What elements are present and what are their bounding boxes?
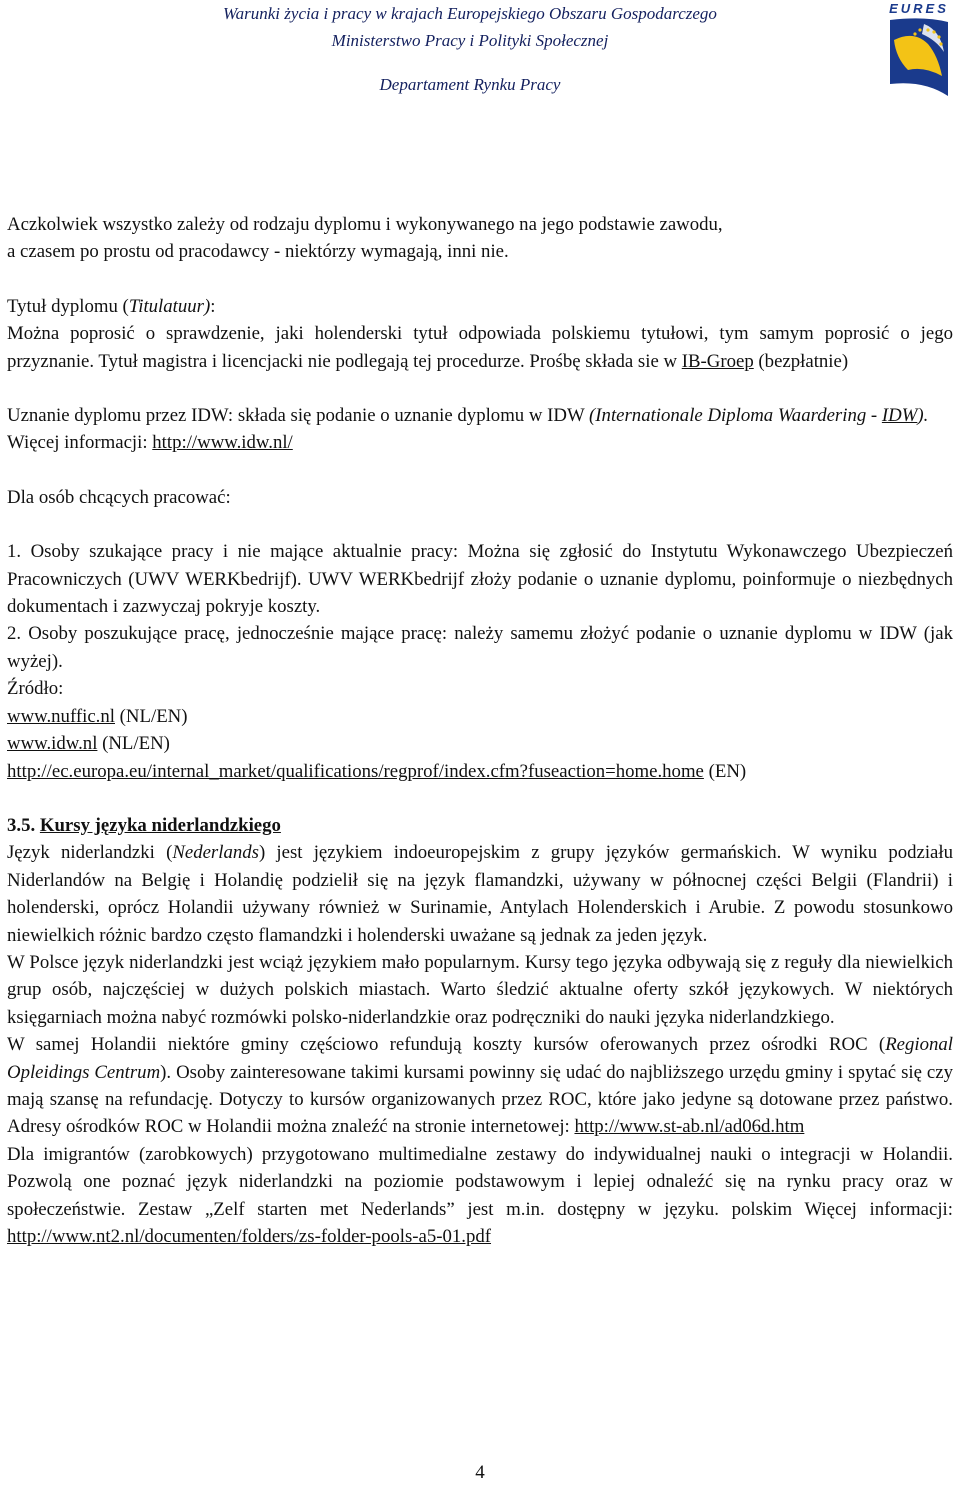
working-heading: Dla osób chcących pracować: <box>7 486 231 508</box>
ec-europa-link[interactable]: http://ec.europa.eu/internal_market/qualifications/regprof/index.cfm?fuseaction=home.home <box>7 760 704 782</box>
section-paragraph-1 <box>7 839 953 949</box>
nuffic-link[interactable]: www.nuffic.nl <box>7 705 115 727</box>
section-p1-italic: Nederlands <box>172 842 259 864</box>
section-paragraph-3 <box>7 1031 953 1141</box>
diploma-title-label: Tytuł dyplomu ( <box>7 295 129 317</box>
section-p3-start: W samej Holandii niektóre gminy częściowo refundują koszty kursów oferowanych przez ośrodki ROC ( <box>7 1034 886 1056</box>
header-department-line: Departament Rynku Pracy <box>379 75 561 94</box>
document-body <box>7 211 953 1250</box>
paragraph-diploma-title <box>7 293 953 320</box>
working-item-2: 2. Osoby poszukujące pracę, jednocześnie mające pracę: należy samemu złożyć podanie o uznanie dyplomu w IDW (jak wyżej). <box>7 623 953 672</box>
idw-italic-end: ). <box>917 405 929 427</box>
idw-url-link[interactable]: http://www.idw.nl/ <box>152 432 293 454</box>
section-p1-rest: ) jest językiem indoeuropejskim z grupy języków germańskich. W wyniku podziału Niderlandów na Belgię i Holandię podzielił się na język flamandzki, używany w północnej części Belgii (Flandrii) i holenderski, oprócz Holandii używany również w Surinamie, Antylach Holenderskich i Arubie. Z powodu stosunkowo niewielkich różnic bardzo często flamandzki i holenderski uważane są jednak za jeden język. <box>7 842 953 946</box>
idw-source-link[interactable]: www.idw.nl <box>7 733 98 755</box>
idw-text: Uznanie dyplomu przez IDW: składa się podanie o uznanie dyplomu w IDW <box>7 405 590 427</box>
ib-groep-link[interactable]: IB-Groep <box>681 350 754 372</box>
source-item-1 <box>7 703 953 730</box>
source-1-lang: (NL/EN) <box>114 705 188 727</box>
source-label: Źródło: <box>7 678 64 700</box>
source-item-3 <box>7 758 953 785</box>
svg-text:EURES: EURES <box>889 1 949 16</box>
nt2-link[interactable]: http://www.nt2.nl/documenten/folders/zs-folder-pools-a5-01.pdf <box>7 1226 492 1247</box>
paragraph-intro <box>7 211 953 266</box>
section-paragraph-4 <box>7 1141 953 1251</box>
paragraph-idw <box>7 402 953 457</box>
source-item-2 <box>7 730 953 757</box>
intro-line-2: a czasem po prostu od pracodawcy - niektórzy wymagają, inni nie. <box>7 241 509 263</box>
diploma-body-tail: (bezpłatnie) <box>753 350 849 372</box>
diploma-title-italic: Titulatuur) <box>128 295 211 317</box>
idw-italic: (Internationale Diploma Waardering - <box>589 405 882 427</box>
section-heading <box>7 812 953 839</box>
section-p4-text: Dla imigrantów (zarobkowych) przygotowano multimedialne zestawy do indywidualnej nauki o integracji w Holandii. Pozwolą one poznać język niderlandzki na poziomie podstawowym i lepiej odnaleźć się na rynku pracy oraz w społeczeństwie. Zestaw „Zelf starten met Nederlands” jest m.in. dostępny w języku. polskim Więcej informacji: <box>7 1143 953 1220</box>
working-item-1: 1. Osoby szukające pracy i nie mające aktualnie pracy: Można się zgłosić do Instytutu Wykonawczego Ubezpieczeń Pracowniczych (UWV WERKbedrijf). UWV WERKbedrijf złoży podanie o uznanie dyplomu, poinformuje o niezbędnych dokumentach i zazwyczaj pokryje koszty. <box>7 541 953 618</box>
section-title: Kursy języka niderlandzkiego <box>39 814 281 836</box>
section-p1-start: Język niderlandzki ( <box>7 842 173 864</box>
idw-more-label: Więcej informacji: <box>7 432 153 454</box>
intro-line-1: Aczkolwiek wszystko zależy od rodzaju dyplomu i wykonywanego na jego podstawie zawodu, <box>7 214 723 235</box>
page-number: 4 <box>475 1462 485 1483</box>
st-ab-link[interactable]: http://www.st-ab.nl/ad06d.htm <box>574 1116 805 1138</box>
eures-logo <box>884 0 954 106</box>
idw-abbrev-link[interactable]: IDW <box>881 405 918 427</box>
diploma-title-colon: : <box>210 295 216 317</box>
header-title-line: Warunki życia i pracy w krajach Europejskiego Obszaru Gospodarczego <box>223 4 717 23</box>
source-3-lang: (EN) <box>703 760 747 782</box>
section-paragraph-2: W Polsce język niderlandzki jest wciąż językiem mało popularnym. Kursy tego języka odbywają się z reguły dla niewielkich grup osób, najczęściej w dużych polskich miastach. Warto śledzić aktualne oferty szkół językowych. W niektórych księgarniach można nabyć rozmówki polsko-niderlandzkie oraz podręczniki do nauki języka niderlandzkiego. <box>7 951 953 1028</box>
section-p3-italic: Regional Opleidings Centrum <box>7 1034 953 1083</box>
section-number: 3.5. <box>7 814 40 836</box>
diploma-body-text: Można poprosić o sprawdzenie, jaki holenderski tytuł odpowiada polskiemu tytułowi, tym samym poprosić o jego przyznanie. Tytuł magistra i licencjacki nie podlegają tej procedurze. Prośbę składa sie w <box>7 323 953 372</box>
header-ministry-line: Ministerstwo Pracy i Polityki Społecznej <box>331 31 609 50</box>
section-p3-rest: ). Osoby zainteresowane takimi kursami powinny się udać do najbliższego urzędu gminy i spytać się czy mają szansę na refundację. Dotyczy to kursów organizowanych przez ROC, które jako jedyne są dotowane przez państwo. Adresy ośrodków ROC w Holandii można znaleźć na stronie internetowej: <box>7 1061 953 1138</box>
paragraph-diploma-body <box>7 320 953 375</box>
source-2-lang: (NL/EN) <box>97 733 170 755</box>
